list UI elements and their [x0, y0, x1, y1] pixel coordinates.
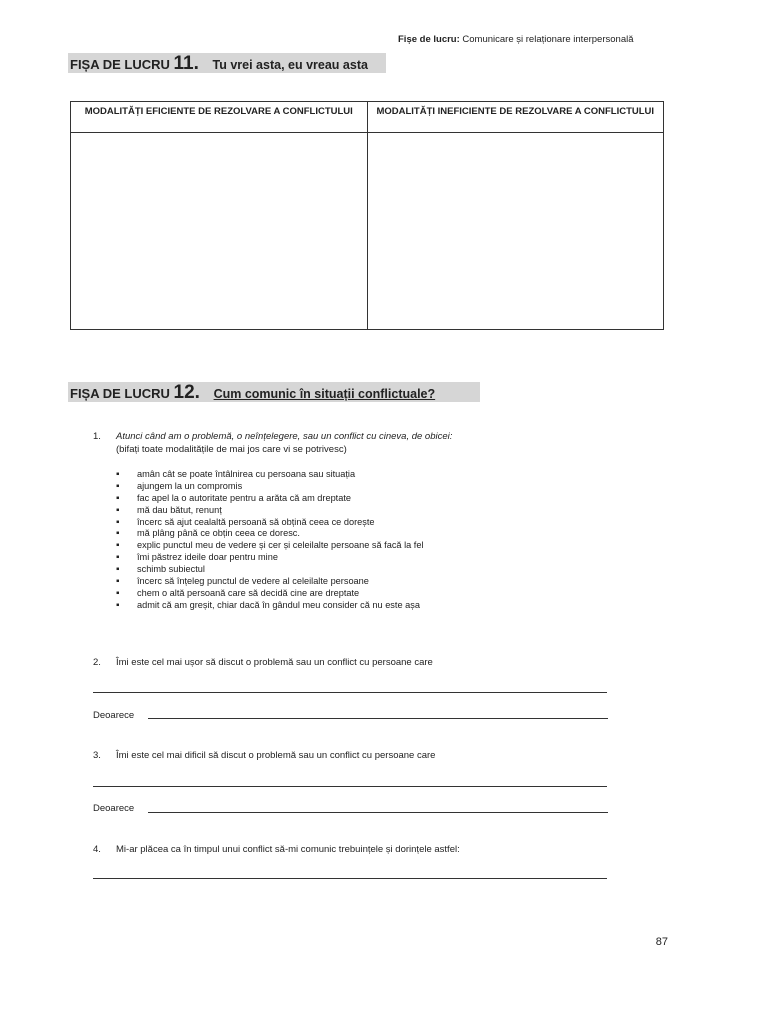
option-item[interactable]: ▪ fac apel la o autoritate pentru a arăta că am dreptate — [116, 493, 424, 505]
option-item[interactable]: ▪ ajungem la un compromis — [116, 481, 424, 493]
option-item[interactable]: ▪ încerc să înțeleg punctul de vedere al celeilalte persoane — [116, 576, 424, 588]
fisa-11-number: 11. — [173, 53, 199, 74]
conflict-resolution-table — [70, 101, 664, 330]
header-series: Fișe de lucru: — [398, 34, 460, 45]
header-topic: Comunicare și relaționare interpersonală — [462, 34, 634, 45]
option-item[interactable]: ▪ chem o altă persoană care să decidă cine are dreptate — [116, 588, 424, 600]
option-item[interactable]: ▪ admit că am greșit, chiar dacă în gândul meu consider că nu este așa — [116, 600, 424, 612]
table-cell-efficient[interactable] — [71, 133, 368, 330]
table-cell-inefficient[interactable] — [367, 133, 664, 330]
question-2-text: Îmi este cel mai ușor să discut o problemă sau un conflict cu persoane care — [116, 657, 433, 668]
option-item[interactable]: ▪ îmi păstrez ideile doar pentru mine — [116, 552, 424, 564]
fisa-11-title — [70, 53, 368, 75]
question-2-number: 2. — [93, 657, 101, 668]
answer-line[interactable] — [93, 878, 607, 879]
question-1-instruction: (bifați toate modalitățile de mai jos care vi se potrivesc) — [116, 444, 347, 455]
table-header-efficient: MODALITĂȚI EFICIENTE DE REZOLVARE A CONFLICTULUI — [71, 102, 368, 133]
question-3-text: Îmi este cel mai dificil să discut o problemă sau un conflict cu persoane care — [116, 750, 436, 761]
option-item[interactable]: ▪ explic punctul meu de vedere și cer și celeilalte persoane să facă la fel — [116, 540, 424, 552]
option-item[interactable]: ▪ amân cât se poate întâlnirea cu persoana sau situația — [116, 469, 424, 481]
question-1-text: Atunci când am o problemă, o neînțelegere, sau un conflict cu cineva, de obicei: — [116, 431, 453, 442]
fisa-11-label: FIȘA DE LUCRU — [70, 57, 170, 72]
question-3-because-label: Deoarece — [93, 803, 135, 814]
option-item[interactable]: ▪ schimb subiectul — [116, 564, 424, 576]
page-number: 87 — [655, 936, 668, 948]
fisa-12-subtitle: Cum comunic în situații conflictuale? — [213, 387, 436, 401]
fisa-11-subtitle: Tu vrei asta, eu vreau asta — [212, 58, 368, 72]
question-2-because-label: Deoarece — [93, 710, 135, 721]
fisa-12-number: 12. — [173, 382, 200, 403]
table-header-inefficient: MODALITĂȚI INEFICIENTE DE REZOLVARE A CONFLICTULUI — [367, 102, 664, 133]
fisa-12-label: FIȘA DE LUCRU — [70, 386, 170, 401]
fisa-12-title — [70, 382, 435, 404]
question-4-number: 4. — [93, 844, 101, 855]
option-item[interactable]: ▪ mă dau bătut, renunț — [116, 505, 424, 517]
option-item[interactable]: ▪ încerc să ajut cealaltă persoană să obțină ceea ce dorește — [116, 517, 424, 529]
option-item[interactable]: ▪ mă plâng până ce obțin ceea ce doresc. — [116, 528, 424, 540]
because-answer-line[interactable] — [148, 718, 608, 719]
answer-line[interactable] — [93, 692, 607, 693]
question-1-number: 1. — [93, 431, 101, 442]
running-header — [398, 34, 634, 45]
question-4-text: Mi-ar plăcea ca în timpul unui conflict să-mi comunic trebuințele și dorințele astfel: — [116, 844, 460, 855]
answer-line[interactable] — [93, 786, 607, 787]
because-answer-line[interactable] — [148, 812, 608, 813]
question-1-options — [116, 469, 424, 612]
question-3-number: 3. — [93, 750, 101, 761]
